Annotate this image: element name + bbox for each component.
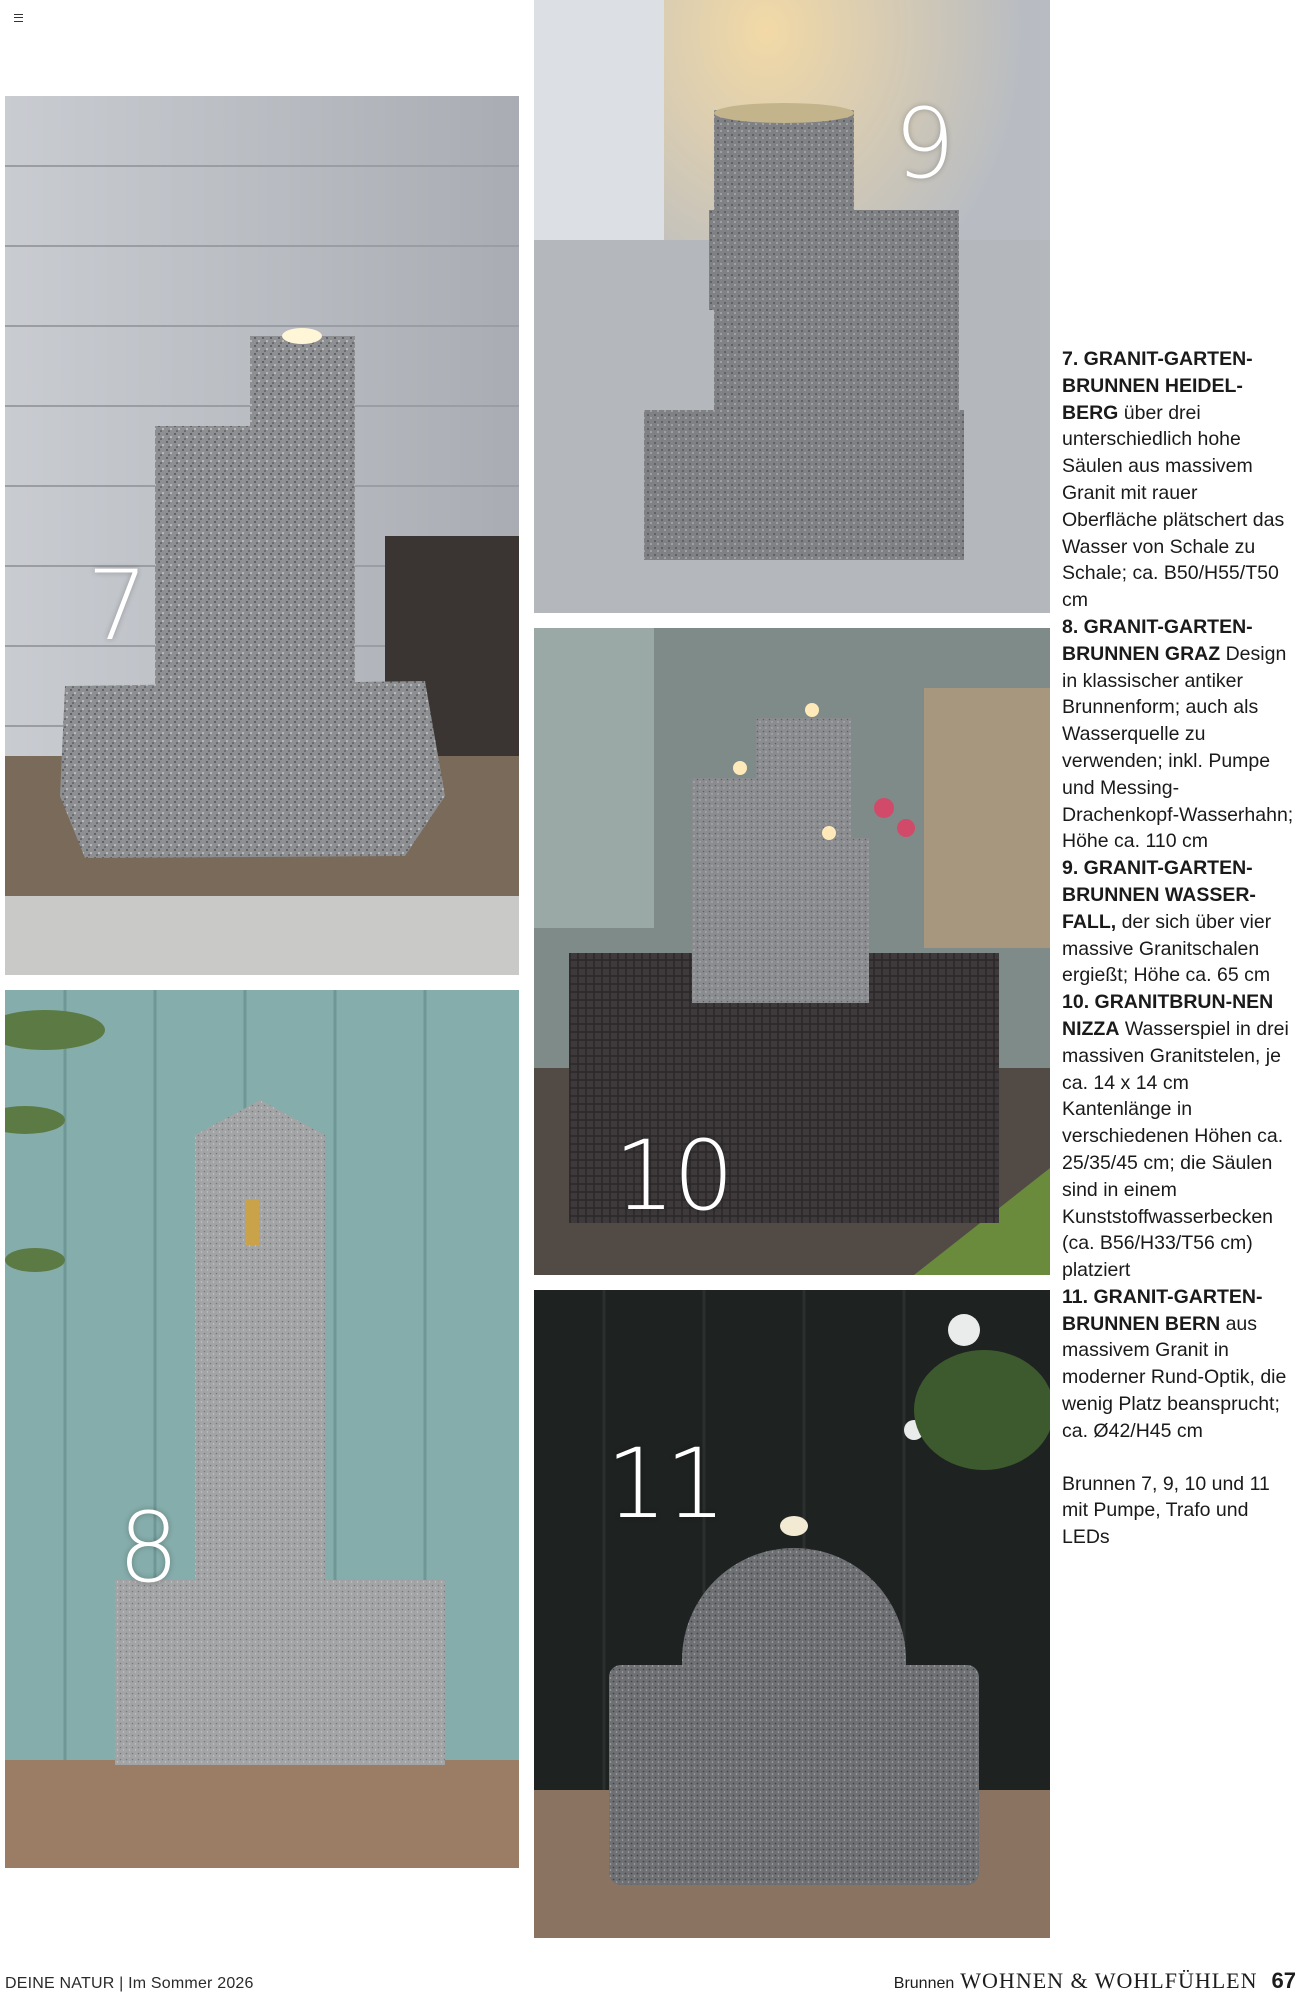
entry-title: 7. GRANIT-GARTEN-BRUNNEN HEIDEL-BERG [1062,348,1253,424]
photo-fountain-heidelberg [5,96,519,975]
entry-title: 11. GRANIT-GARTEN-BRUNNEN BERN [1062,1285,1263,1335]
page-number: 67 [1271,1968,1296,1993]
footer-issue: DEINE NATUR | Im Sommer 2026 [5,1975,254,1992]
photo-number: 11 [606,1428,725,1540]
entry-11 [1062,1284,1294,1445]
entry-7 [1062,346,1294,614]
entry-title: 9. GRANIT-GARTEN-BRUNNEN WASSER-FALL, [1062,857,1256,933]
photo-fountain-bern [534,1290,1050,1938]
fountain-wasserfall-illustration [534,0,1050,613]
entry-8 [1062,614,1294,855]
footer-section: Brunnen [893,1975,955,1992]
entry-text: Design in klassischer antiker Brunnenform; auch als Wasserquelle zu verwenden; inkl. Pumpe und Messing-Drachenkopf-Wasserhahn; Höhe ca. 110 cm [1062,642,1294,853]
fountain-bern-illustration [534,1290,1050,1938]
product-descriptions [1062,346,1294,1551]
fountain-nizza-illustration [534,628,1050,1275]
footer-folio [894,1968,1296,1994]
fountain-heidelberg-illustration [5,96,519,975]
photo-number: 7 [87,550,147,662]
photo-fountain-graz [5,990,519,1868]
footer-magazine-title: WOHNEN & WOHLFÜHLEN [960,1968,1258,1993]
fountain-graz-illustration [5,990,519,1868]
entry-text: der sich über vier massive Granitschalen ergießt; Höhe ca. 65 cm [1062,910,1272,987]
entry-title: 8. GRANIT-GARTEN-BRUNNEN GRAZ [1062,615,1253,665]
entry-9 [1062,855,1294,989]
photo-number: 9 [894,88,954,200]
photo-number: 10 [614,1120,733,1232]
photo-fountain-nizza [534,628,1050,1275]
photo-number: 8 [118,1492,178,1604]
entry-10 [1062,989,1294,1284]
photo-fountain-wasserfall [534,0,1050,613]
entry-text: Wasserspiel in drei massiven Granitstelen, je ca. 14 x 14 cm Kantenlänge in verschiedenen Höhen ca. 25/35/45 cm; die Säulen sind in einem Kunststoffwasserbecken (ca. B56/H33/T56 cm) platziert [1062,1017,1289,1282]
menu-icon[interactable] [14,14,23,22]
pump-note: Brunnen 7, 9, 10 und 11 mit Pumpe, Trafo und LEDs [1062,1472,1270,1549]
entry-text: aus massivem Granit in moderner Rund-Optik, die wenig Platz beansprucht; ca. Ø42/H45 cm [1062,1312,1287,1442]
entry-text: über drei unterschiedlich hohe Säulen aus massivem Granit mit rauer Oberfläche plätschert das Wasser von Schale zu Schale; ca. B50/H55/T50 cm [1062,401,1285,612]
entry-title: 10. GRANITBRUN-NEN NIZZA [1062,991,1274,1040]
